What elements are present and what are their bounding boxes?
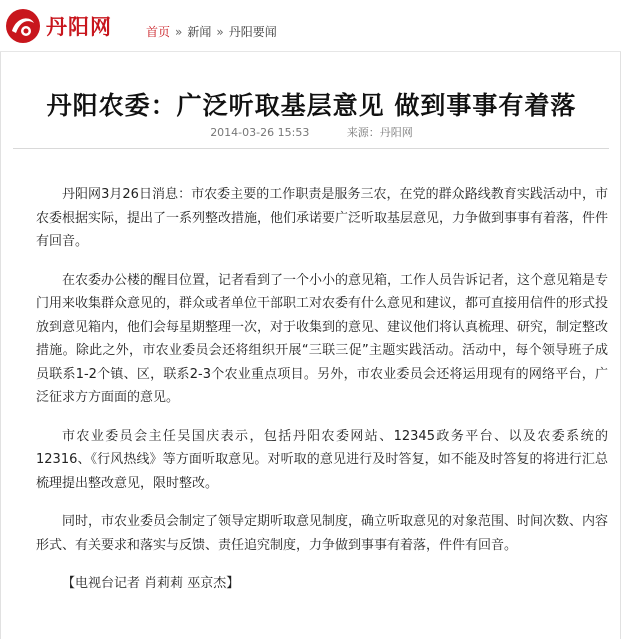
site-header <box>0 0 621 52</box>
logo-swirl-icon <box>4 7 42 45</box>
breadcrumb-danyang-news-link[interactable]: 丹阳要闻 <box>228 25 277 39</box>
article-paragraph: 市农业委员会主任吴国庆表示，包括丹阳农委网站、12345政务平台、以及农委系统的12316、《行风热线》等方面听取意见。对听取的意见进行及时答复，如不能及时答复的将进行汇总梳理提出整改意见，限时整改。 <box>36 428 608 491</box>
article-container <box>0 52 621 639</box>
breadcrumb-separator: » <box>175 24 183 39</box>
article-datetime: 2014-03-26 15:53 <box>210 126 310 139</box>
article-body <box>36 183 608 611</box>
article-paragraph: 丹阳网3月26日消息：市农委主要的工作职责是服务三农，在党的群众路线教育实践活动中，市农委根据实际，提出了一系列整改措施，他们承诺要广泛听取基层意见，力争做到事事有着落，件件有回音。 <box>36 187 609 249</box>
title-divider <box>13 148 609 149</box>
logo-text: 丹阳网 <box>46 15 112 39</box>
breadcrumb-home-link[interactable]: 首页 <box>146 25 171 39</box>
article-paragraph: 同时，市农业委员会制定了领导定期听取意见制度，确立听取意见的对象范围、时间次数、内容形式、有关要求和落实与反馈、责任追究制度，力争做到事事有着落，件件有回音。 <box>36 514 609 553</box>
article-credit: 【电视台记者 肖莉莉 巫京杰】 <box>62 576 240 591</box>
article-meta <box>1 124 621 140</box>
breadcrumb <box>146 23 277 40</box>
article-paragraph: 在农委办公楼的醒目位置，记者看到了一个小小的意见箱，工作人员告诉记者，这个意见箱是专门用来收集群众意见的，群众或者单位干部职工对农委有什么意见和建议，都可直接用信件的形式投放到意见箱内，他们会每星期整理一次，对于收集到的意见、建议他们将认真梳理、研究，制定整改措施。除此之外，市农业委员会还将组织开展“三联三促”主题实践活动。活动中，每个领导班子成员联系1-2个镇、区，联系2-3个农业重点项目。另外，市农业委员会还将运用现有的网络平台，广泛征求方方面面的意见。 <box>36 272 609 405</box>
breadcrumb-news-link[interactable]: 新闻 <box>187 25 212 39</box>
breadcrumb-separator: » <box>216 24 224 39</box>
article-source: 来源：丹阳网 <box>346 126 413 139</box>
site-logo[interactable] <box>4 6 134 46</box>
article-title: 丹阳农委：广泛听取基层意见 做到事事有着落 <box>46 91 577 120</box>
